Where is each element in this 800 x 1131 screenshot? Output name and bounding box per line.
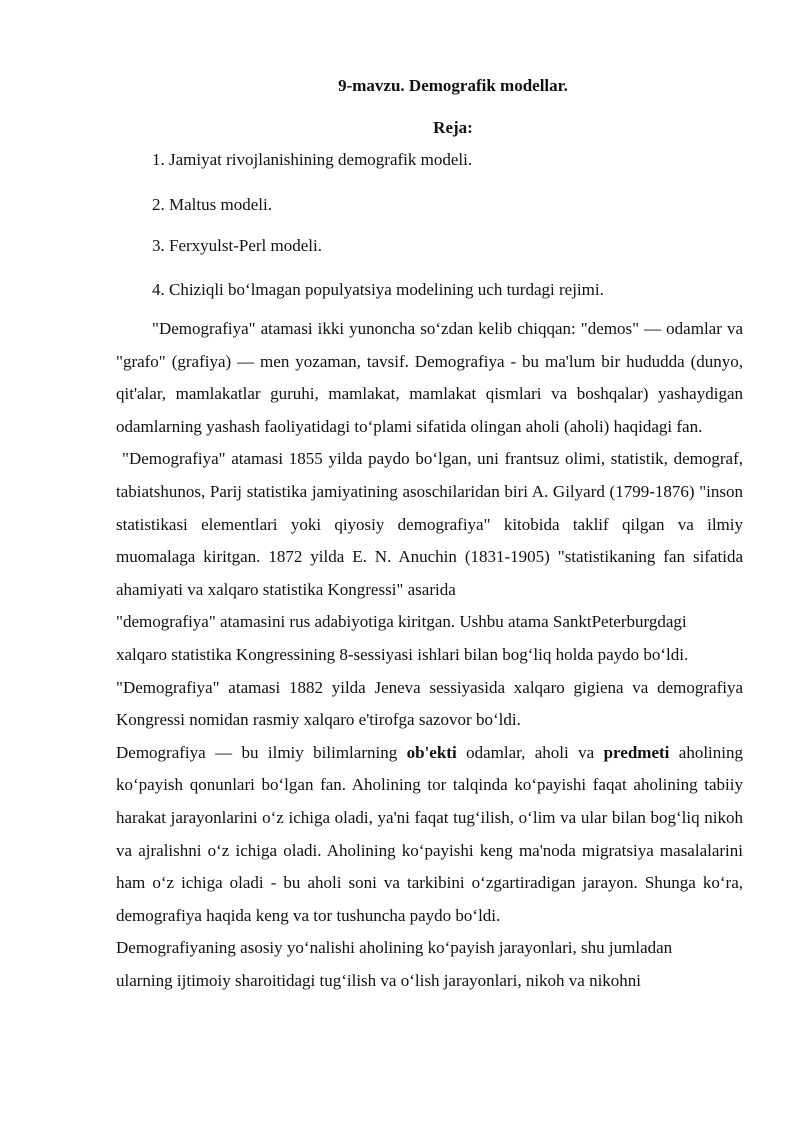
text-line: Demografiyaning asosiy yo‘nalishi aholining ko‘payish jarayonlari, shu jumladan	[116, 938, 673, 958]
plan-item: 2. Maltus modeli.	[152, 195, 272, 214]
page-title: 9-mavzu. Demografik modellar.	[338, 76, 568, 95]
paragraph-history: "Demografiya" atamasi 1855 yilda paydo bo‘lgan, uni frantsuz olimi, statistik, demograf, tabiatshunos, Parij statistika jamiyatining asoschilaridan biri A. Gilyard (1799-1876) "inson statistikasi elementlari yoki qiyosiy demografiya" kitobida taklif qilgan va ilmiy muomalaga kiritgan. 1872 yilda E. N. Anuchin (1831-1905) "statistikaning fan sifatida ahamiyati va xalqaro statistika Kongressi" asarida	[116, 449, 743, 599]
paragraph-russian-literature	[116, 606, 743, 671]
plan-item: 3. Ferxyulst-Perl modeli.	[152, 236, 322, 255]
paragraph-definition	[116, 737, 743, 933]
text-span: aholining ko‘payish qonunlari bo‘lgan fan. Aholining tor talqinda ko‘payishi faqat aholining tabiiy harakat jarayonlarini o‘z ichiga oladi, ya'ni faqat tug‘ilish, o‘lim va ular bilan bog‘liq nikoh va ajralishni o‘z ichiga oladi. Aholining ko‘payishi keng ma'noda migratsiya masalalarini ham o‘z ichiga oladi - bu aholi soni va tarkibini o‘zgartiradigan jarayon. Shunga ko‘ra, demografiya haqida keng va tor tushuncha paydo bo‘ldi.	[116, 742, 744, 925]
text-span: odamlar, aholi va	[456, 742, 604, 762]
paragraph-main-direction	[116, 932, 743, 997]
bold-term-object: ob'ekti	[406, 742, 457, 762]
paragraph-etymology: "Demografiya" atamasi ikki yunoncha so‘zdan kelib chiqqan: "demos" — odamlar va "grafo" (grafiya) — men yozaman, tavsif. Demografiya - bu ma'lum bir hududda (dunyo, qit'alar, mamlakatlar guruhi, mamlakat, mamlakat qismlari va boshqalar) yashaydigan odamlarning yashash faoliyatidagi to‘plami sifatida olingan aholi (aholi) haqidagi fan.	[116, 319, 743, 436]
text-line: ularning ijtimoiy sharoitidagi tug‘ilish va o‘lish jarayonlari, nikoh va nikohni	[116, 970, 642, 990]
text-line: xalqaro statistika Kongressining 8-sessiyasi ishlari bilan bog‘liq holda paydo bo‘ldi.	[116, 644, 689, 664]
text-line: "demografiya" atamasini rus adabiyotiga kiritgan. Ushbu atama SanktPeterburgdagi	[116, 612, 687, 632]
text-span: Demografiya — bu ilmiy bilimlarning	[116, 742, 407, 762]
body-text	[116, 313, 743, 997]
plan-item: 4. Chiziqli bo‘lmagan populyatsiya modelining uch turdagi rejimi.	[152, 280, 604, 299]
paragraph-geneva: "Demografiya" atamasi 1882 yilda Jeneva sessiyasida xalqaro gigiena va demografiya Kongressi nomidan rasmiy xalqaro e'tirofga sazovor bo‘ldi.	[116, 677, 743, 730]
plan-heading: Reja:	[433, 118, 473, 137]
plan-item: 1. Jamiyat rivojlanishining demografik modeli.	[152, 150, 473, 169]
bold-term-subject: predmeti	[603, 742, 670, 762]
